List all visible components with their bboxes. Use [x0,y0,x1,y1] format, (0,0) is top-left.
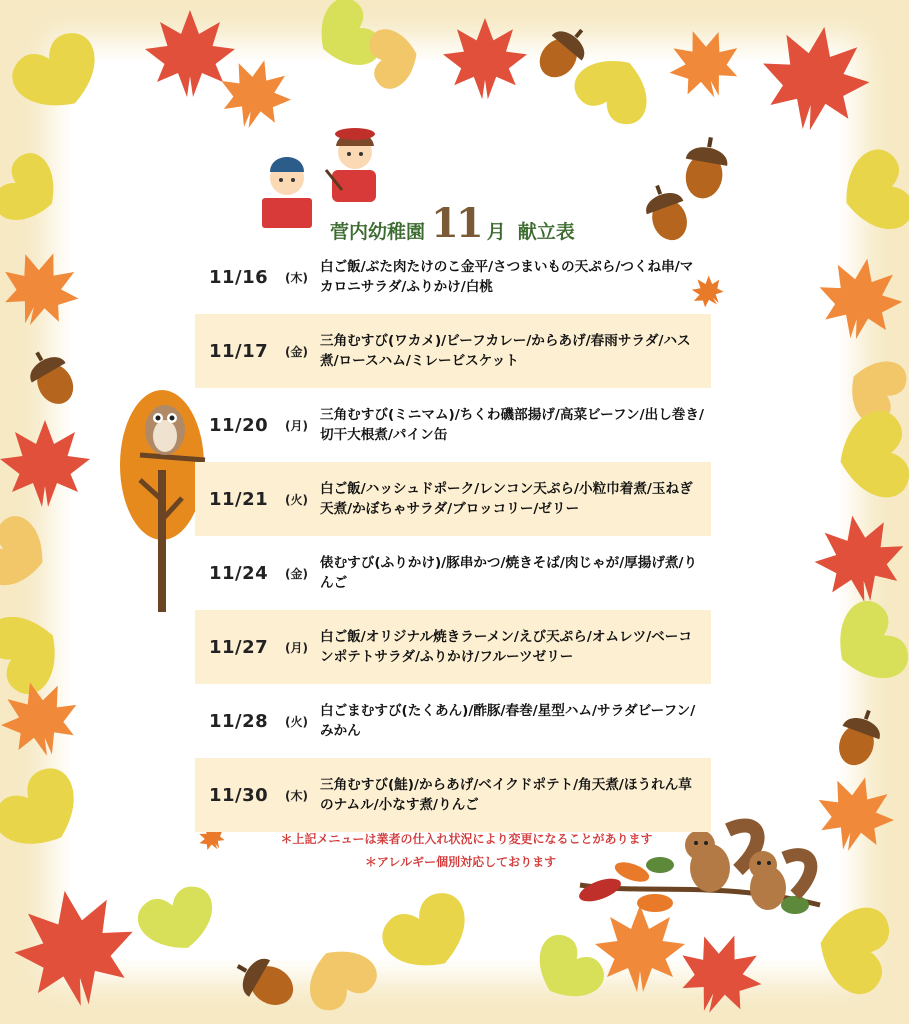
menu-date: 11/21 [209,488,269,510]
ginkgo-leaf-icon [0,759,119,895]
ginkgo-leaf-icon [567,15,679,132]
menu-date: 11/28 [209,710,269,732]
menu-items: 白ごまむすび(たくあん)/酢豚/春巻/星型ハム/サラダビーフン/みかん [320,703,696,739]
menu-weekday: (火) [285,714,308,729]
menu-weekday: (木) [285,270,308,285]
menu-items: 三角むすび(鮭)/からあげ/ベイクドポテト/角天煮/ほうれん草のナムル/小なす煮/りんご [320,777,692,813]
menu-date: 11/20 [209,414,269,436]
ginkgo-leaf-icon [0,147,96,251]
ginkgo-leaf-icon [812,334,909,430]
menu-items: 白ご飯/ハッシュドポーク/レンコン天ぷら/小粒巾着煮/玉ねぎ天煮/かぼちゃサラダ/ブロッコリー/ゼリー [320,481,693,517]
menu-row [195,610,711,684]
menu-date: 11/16 [209,266,269,288]
menu-weekday: (金) [285,566,308,581]
menu-items: 三角むすび(ワカメ)/ビーフカレー/からあげ/春雨サラダ/ハス煮/ロースハム/ミレービスケット [320,333,691,369]
menu-row [195,684,711,758]
acorn-icon [227,948,301,1015]
menu-items: 白ご飯/オリジナル焼きラーメン/えび天ぷら/オムレツ/ベーコンポテトサラダ/ふりかけ/フルーツゼリー [320,629,692,665]
month-label: 月 [486,221,506,243]
menu-weekday: (月) [285,640,308,655]
ginkgo-leaf-icon [4,25,132,159]
menu-change-note: ＊上記メニューは業者の仕入れ状況により変更になることがあります [280,832,653,846]
menu-row [195,388,711,462]
maple-leaf-icon [753,17,877,139]
maple-leaf-icon [595,905,685,992]
acorn-icon [831,704,887,771]
maple-leaf-icon [812,251,909,346]
ginkgo-leaf-icon [503,927,612,1024]
owl-tree-illustration [120,390,205,612]
acorn-icon [679,134,731,202]
maple-leaf-icon [443,18,527,99]
menu-date: 11/24 [209,562,269,584]
menu-row [195,758,711,832]
menu-row [195,240,711,314]
ginkgo-leaf-icon [374,885,502,1019]
maple-leaf-icon [0,420,90,507]
ginkgo-leaf-icon [0,511,84,607]
menu-date: 11/27 [209,636,269,658]
maple-leaf-icon [659,19,750,109]
menu-row [195,536,711,610]
maple-leaf-icon [0,240,90,338]
month-number: 11 [431,200,481,247]
school-name: 菅内幼稚園 [330,221,426,243]
maple-leaf-icon [808,508,909,609]
ginkgo-leaf-icon [280,909,384,1018]
ginkgo-leaf-icon [795,407,909,511]
maple-leaf-icon [145,10,235,97]
menu-row [195,462,711,536]
menu-weekday: (火) [285,492,308,507]
acorn-icon [639,179,695,246]
menu-date: 11/30 [209,784,269,806]
maple-leaf-icon [667,921,774,1024]
maple-leaf-icon [212,51,300,137]
menu-weekday: (月) [285,418,308,433]
menu-weekday: (木) [285,788,308,803]
allergy-note: ＊アレルギー個別対応しております [364,855,557,869]
ginkgo-leaf-icon [0,582,104,702]
ginkgo-leaf-icon [132,881,235,993]
menu-title: 献立表 [517,221,575,243]
menu-date: 11/17 [209,340,269,362]
menu-row [195,314,711,388]
menu-items: 俵むすび(ふりかけ)/豚串かつ/焼きそば/肉じゃが/厚揚げ煮/りんご [320,555,698,591]
menu-items: 白ご飯/ぶた肉たけのこ金平/さつまいもの天ぷら/つくね串/マカロニサラダ/ふりかけ/白桃 [320,259,694,295]
acorn-icon [20,343,82,412]
maple-leaf-icon [5,880,143,1015]
page-title [330,200,575,247]
ginkgo-leaf-icon [799,144,909,254]
ginkgo-leaf-icon [367,20,448,91]
menu-table [195,240,711,832]
ginkgo-leaf-icon [791,593,909,713]
menu-items: 三角むすび(ミニマム)/ちくわ磯部揚げ/高菜ビーフン/出し巻き/切干大根煮/パイン缶 [320,407,704,443]
menu-weekday: (金) [285,344,308,359]
